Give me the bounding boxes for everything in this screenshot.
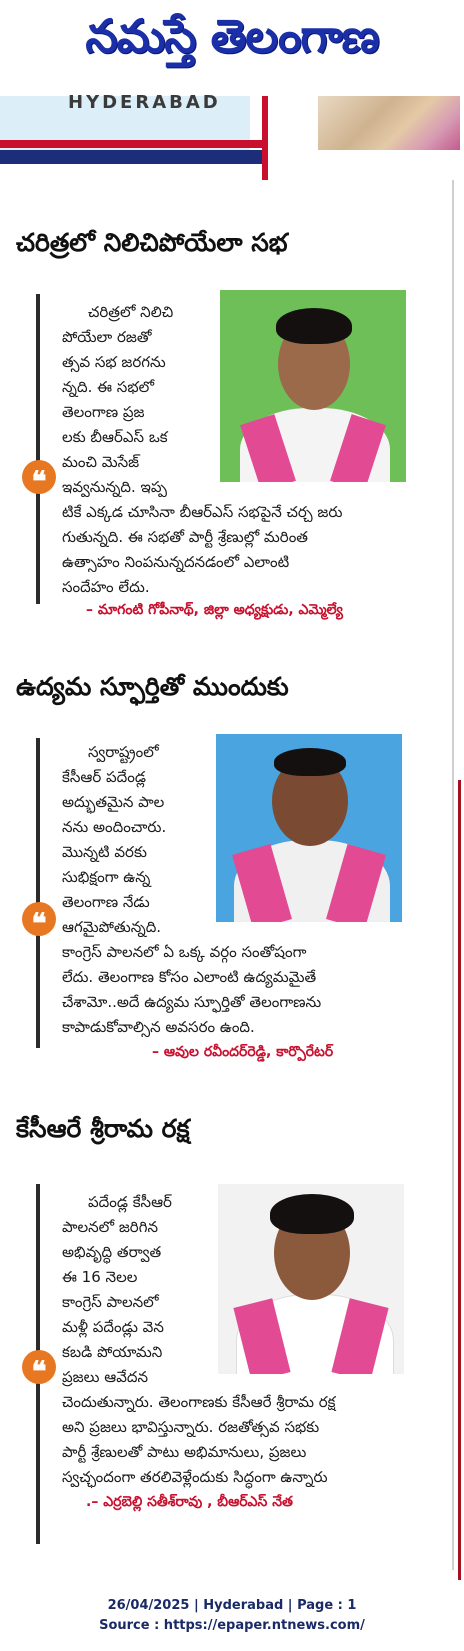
attribution: – మాగంటి గోపీనాథ్, జిల్లా అధ్యక్షుడు, ఎమ్మెల్యే (86, 602, 343, 618)
text-line: ఇవ్వనున్నది. ఇప్ప (62, 478, 167, 496)
red-divider (0, 140, 268, 148)
article-1 (0, 228, 452, 658)
text-line: లకు బీఆర్ఎస్ ఒక (62, 428, 168, 446)
article-heading: చరిత్రలో నిలిచిపోయేలా సభ (16, 228, 288, 257)
quote-icon: ❝ (22, 460, 56, 494)
text-line: కాపాడుకోవాల్సిన అవసరం ఉంది. (62, 1018, 255, 1036)
text-line: పార్టీ శ్రేణులతో పాటు అభిమానులు, ప్రజలు (62, 1443, 307, 1461)
quote-rule (36, 294, 40, 604)
article-2 (0, 672, 452, 1092)
text-line: ఉత్సాహం నింపనున్నదనడంలో ఎలాంటి (62, 553, 290, 571)
text-line: ఆగమైపోతున్నది. (62, 918, 162, 936)
text-line: అద్భుతమైన పాల (62, 793, 165, 811)
newspaper-title: నమస్తే తెలంగాణ (85, 9, 379, 63)
portrait-photo (216, 734, 402, 922)
text-line: నను అందించారు. (62, 818, 167, 836)
text-line: పోయేలా రజతో (62, 328, 152, 346)
text-line: చేశామో..అదే ఉద్యమ స్ఫూర్తితో తెలంగాణను (62, 993, 322, 1011)
text-line: కేసీఆర్ పదేండ్ల (62, 768, 146, 786)
masthead (0, 0, 464, 100)
text-line: అని ప్రజలు భావిస్తున్నారు. రజతోత్సవ సభకు (62, 1418, 320, 1436)
text-line: స్వచ్ఛందంగా తరలివెళ్లేందుకు సిద్ధంగా ఉన్నారు (62, 1468, 328, 1486)
text-line: ఈ 16 నెలల (62, 1268, 138, 1286)
text-line: మొన్నటి వరకు (62, 843, 147, 861)
text-line: సందేహం లేదు. (62, 578, 150, 596)
quote-icon: ❝ (22, 902, 56, 936)
text-line: కబడి పోయామని (62, 1343, 163, 1361)
quote-icon: ❝ (22, 1350, 56, 1384)
text-line: న్నది. ఈ సభలో (62, 378, 155, 396)
portrait-photo (220, 290, 406, 482)
text-line: చెందుతున్నారు. తెలంగాణకు కేసీఆరే శ్రీరామ రక్ష (62, 1393, 336, 1411)
attribution: – ఆవుల రవీందర్‌రెడ్డి, కార్పొరేటర్ (152, 1044, 334, 1060)
article-body (62, 740, 208, 940)
source-link[interactable]: Source : https://epaper.ntnews.com/ (99, 1618, 365, 1633)
article-body-wide (62, 940, 406, 1040)
date-city-page: 26/04/2025 | Hyderabad | Page : 1 (107, 1598, 357, 1613)
text-line: కాంగ్రెస్ పాలనలో (62, 1293, 159, 1311)
text-line: సుభిక్షంగా ఉన్న (62, 868, 151, 886)
text-line: అభివృద్ధి తర్వాత (62, 1243, 162, 1261)
article-body-wide (62, 500, 406, 600)
text-line: స్వరాష్ట్రంలో (88, 743, 159, 761)
article-heading: కేసీఆరే శ్రీరామ రక్ష (16, 1114, 190, 1143)
text-line: త్సవ సభ జరగను (62, 353, 166, 371)
text-line: పాలనలో జరిగిన (62, 1218, 158, 1236)
top-photo (318, 96, 460, 150)
text-line: ప్రజలు ఆవేదన (62, 1368, 148, 1386)
text-line: గుతున్నది. ఈ సభతో పార్టీ శ్రేణుల్లో మరింత (62, 528, 308, 546)
text-line: టికే ఎక్కడ చూసినా బీఆర్ఎస్ సభపైనే చర్చ జరు (62, 503, 343, 521)
attribution: .– ఎర్రబెల్లి సతీశ్‌రావు , బీఆర్ఎస్ నేత (86, 1494, 293, 1510)
top-strip (0, 92, 464, 180)
text-line: తెలంగాణ ప్రజ (62, 403, 145, 421)
blue-divider (0, 150, 262, 164)
text-line: తెలంగాణ నేడు (62, 893, 150, 911)
text-line: కాంగ్రెస్ పాలనలో ఏ ఒక్క వర్గం సంతోషంగా (62, 943, 307, 961)
column-rule (452, 180, 454, 1570)
text-line: చరిత్రలో నిలిచి (88, 303, 174, 321)
text-line: మళ్లీ పదేండ్లు వెన (62, 1318, 164, 1336)
text-line: లేదు. తెలంగాణ కోసం ఎలాంటి ఉద్యమమైతే (62, 968, 317, 986)
article-body-wide (62, 1390, 412, 1490)
quote-rule (36, 738, 40, 1048)
page-footer (0, 1596, 464, 1636)
article-body (62, 1190, 210, 1390)
red-vertical-divider (262, 96, 268, 180)
red-column-rule (458, 780, 461, 1580)
text-line: పదేండ్ల కేసీఆర్ (88, 1193, 172, 1211)
portrait-photo (218, 1184, 404, 1374)
article-body (62, 300, 210, 500)
article-3 (0, 1114, 452, 1564)
article-heading: ఉద్యమ స్ఫూర్తితో ముందుకు (16, 672, 289, 701)
text-line: మంచి మెసేజ్ (62, 453, 140, 471)
city-label: HYDERABAD (68, 92, 221, 113)
